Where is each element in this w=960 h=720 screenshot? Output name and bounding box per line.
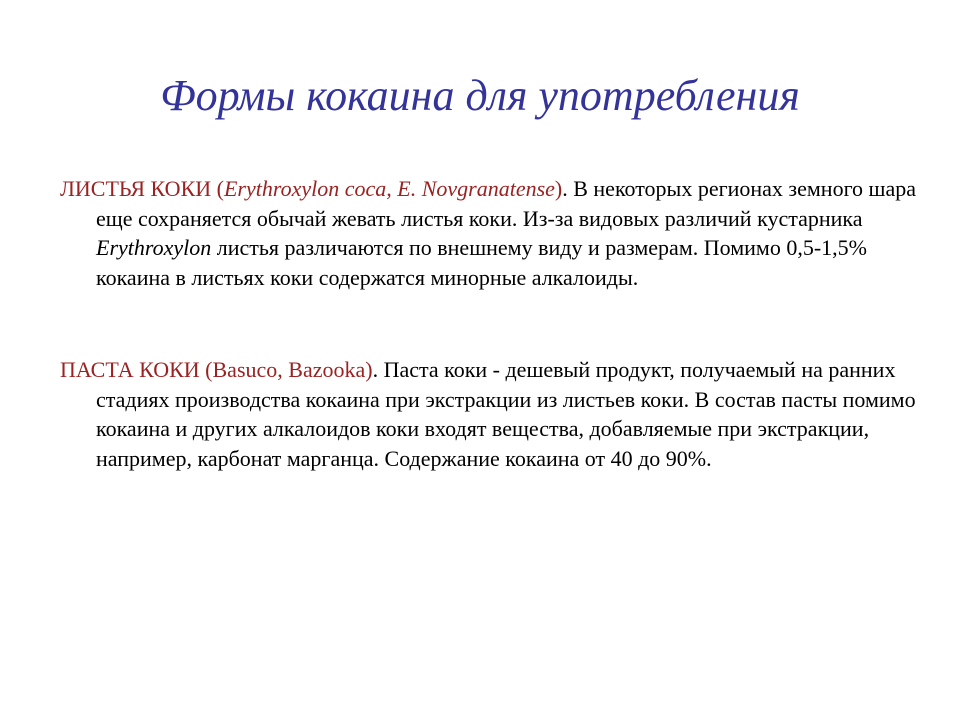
latin-name-erythroxylon: Erythroxylon — [96, 235, 212, 260]
slide-title: Формы кокаина для употребления — [160, 71, 800, 120]
term-coca-leaves: ЛИСТЬЯ КОКИ — [60, 176, 212, 201]
paragraph-coca-leaves — [60, 174, 946, 292]
open-paren: ( — [199, 357, 213, 382]
paragraph-coca-paste — [60, 355, 946, 473]
body-text: . В некоторых регионах земного шара еще сохраняется обычай жевать листья коки. Из-за видовых различий кустарника — [96, 176, 917, 231]
latin-name-erythroxylon-coca: Erythroxylon coca, E. Novgranatense — [223, 176, 555, 201]
term-coca-paste: ПАСТА КОКИ — [60, 357, 200, 382]
body-text: листья различаются по внешнему виду и размерам. Помимо 0,5-1,5% кокаина в листьях коки содержатся минорные алкалоиды. — [96, 235, 867, 290]
close-paren: ) — [365, 357, 373, 382]
close-paren: ) — [554, 176, 563, 201]
open-paren: ( — [211, 176, 224, 201]
paste-street-names: Basuco, Bazooka — [212, 357, 366, 382]
body-text: . Паста коки - дешевый продукт, получаемый на ранних стадиях производства кокаина при экстракции из листьев коки. В состав пасты помимо кокаина и других алкалоидов коки входят вещества, добавляемые при экстракции, например, карбонат марганца. Содержание кокаина от 40 до 90%. — [96, 357, 916, 471]
